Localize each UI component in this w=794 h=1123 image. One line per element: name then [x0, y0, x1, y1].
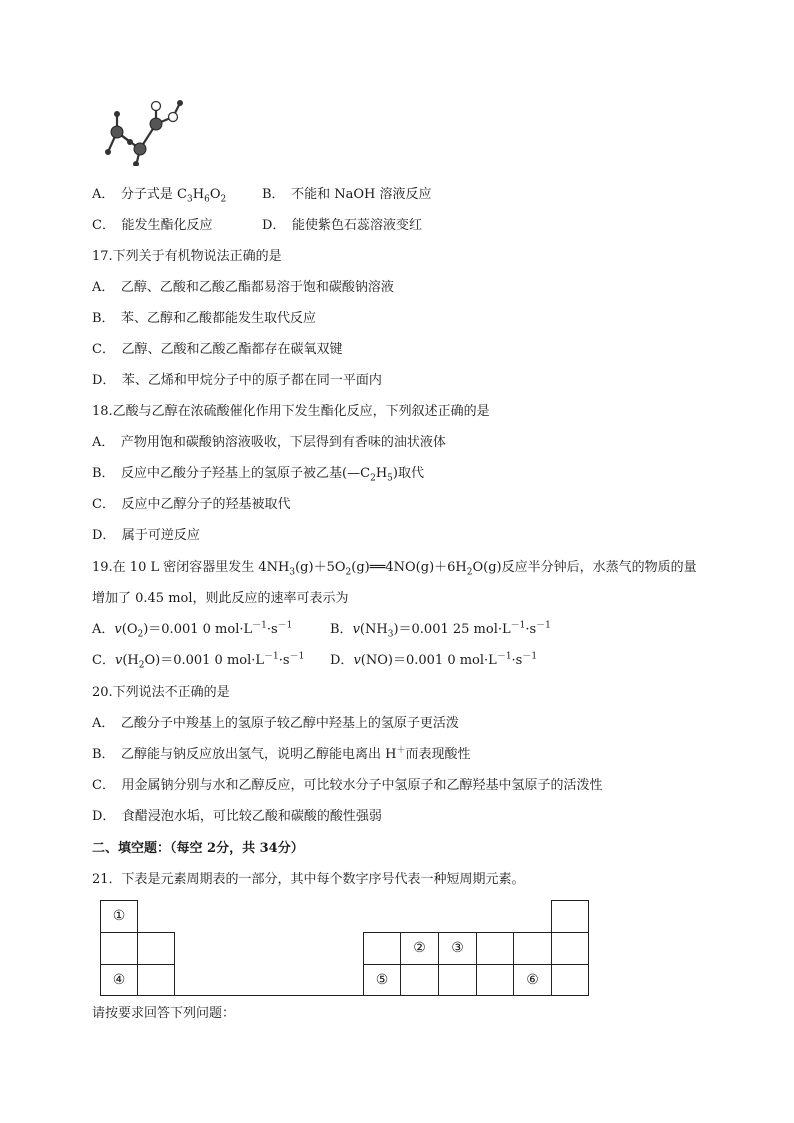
- pt-cell: [137, 932, 175, 965]
- q17-stem: 17.下列关于有机物说法正确的是: [92, 249, 282, 264]
- q19-option-c: C．$v(H_2O)=0.001$ 0 $mol\cdot L^{-1}\cdot s^{-1}$: [92, 651, 305, 671]
- q17-option-b: B． 苯、乙醇和乙酸都能发生取代反应: [92, 311, 317, 326]
- q19-option-d: D．v(NO)＝0.001 0 $mol\cdot L^{-1}\cdot s^{-1}$: [330, 651, 538, 668]
- pt-cell: [551, 964, 589, 996]
- pt-cell-mark-6: ⑥: [513, 964, 552, 996]
- q16-option-a: A． 分子式是 $C_3H_6O_2$: [92, 187, 227, 205]
- molecule-model-image: [100, 96, 200, 166]
- q19-option-b: B．$v(NH_3)=0.001$ 25 $mol\cdot L^{-1}\cdot s^{-1}$: [330, 620, 551, 640]
- pt-cell: [551, 932, 589, 965]
- q21-instruction: 请按要求回答下列问题：: [92, 1006, 236, 1021]
- pt-cell: [476, 932, 514, 965]
- pt-cell: [513, 932, 552, 965]
- q20-option-a: A． 乙酸分子中羧基上的氢原子较乙醇中羟基上的氢原子更活泼: [92, 716, 459, 731]
- pt-cell-mark-4: ④: [100, 964, 138, 996]
- q19-stem-line1: 19.在 10 L 密闭容器里发生 $4NH_3(g)+5O_2(g)══4NO(g)+6H_2O(g)$反应半分钟后，水蒸气的物质的量: [92, 560, 697, 578]
- pt-gap-line: [174, 995, 364, 996]
- pt-cell: [137, 964, 175, 996]
- pt-cell-mark-3: ③: [438, 932, 477, 965]
- pt-cell: [363, 932, 401, 965]
- q16-option-d: D． 能使紫色石蕊溶液变红: [262, 218, 422, 233]
- q20-stem: 20.下列说法不正确的是: [92, 685, 230, 700]
- pt-cell: [476, 964, 514, 996]
- pt-cell: [438, 964, 477, 996]
- q16-option-c: C． 能发生酯化反应: [92, 218, 213, 233]
- q20-option-c: C． 用金属钠分别与水和乙醇反应，可比较水分子中氢原子和乙醇羟基中氢原子的活泼性: [92, 778, 603, 793]
- q17-option-c: C． 乙醇、乙酸和乙酸乙酯都存在碳氧双键: [92, 342, 343, 357]
- q16-option-b: B． 不能和 NaOH 溶液反应: [262, 187, 432, 202]
- pt-cell: [100, 932, 138, 965]
- q17-option-d: D． 苯、乙烯和甲烷分子中的原子都在同一平面内: [92, 373, 382, 388]
- pt-cell-mark-5: ⑤: [363, 964, 401, 996]
- pt-cell: [551, 900, 589, 933]
- q20-option-d: D． 食醋浸泡水垢，可比较乙酸和碳酸的酸性强弱: [92, 809, 382, 824]
- q21-stem: 21．下表是元素周期表的一部分，其中每个数字序号代表一种短周期元素。: [92, 872, 525, 887]
- q19-stem-line2: 增加了 0.45 mol，则此反应的速率可表示为: [92, 591, 349, 606]
- section-two-heading: 二、填空题：（每空 2分，共 34分）: [92, 841, 304, 856]
- q18-stem: 18.乙酸与乙醇在浓硫酸催化作用下发生酯化反应，下列叙述正确的是: [92, 404, 490, 419]
- pt-cell-mark-1: ①: [100, 900, 138, 933]
- q17-option-a: A． 乙醇、乙酸和乙酸乙酯都易溶于饱和碳酸钠溶液: [92, 280, 394, 295]
- q18-option-c: C． 反应中乙醇分子的羟基被取代: [92, 497, 291, 512]
- q18-option-a: A． 产物用饱和碳酸钠溶液吸收，下层得到有香味的油状液体: [92, 435, 446, 450]
- pt-cell-mark-2: ②: [400, 932, 439, 965]
- q19-option-a: A．$v(O_2)=0.001$ 0 $mol\cdot L^{-1}\cdot s^{-1}$: [92, 620, 293, 640]
- q18-option-b: B． 反应中乙酸分子羟基上的氢原子被乙基$(—C_2H_5)$取代: [92, 466, 424, 484]
- q20-option-b: B． 乙醇能与钠反应放出氢气，说明乙醇能电离出 H＋而表现酸性: [92, 745, 471, 762]
- q18-option-d: D． 属于可逆反应: [92, 528, 200, 543]
- pt-cell: [400, 964, 439, 996]
